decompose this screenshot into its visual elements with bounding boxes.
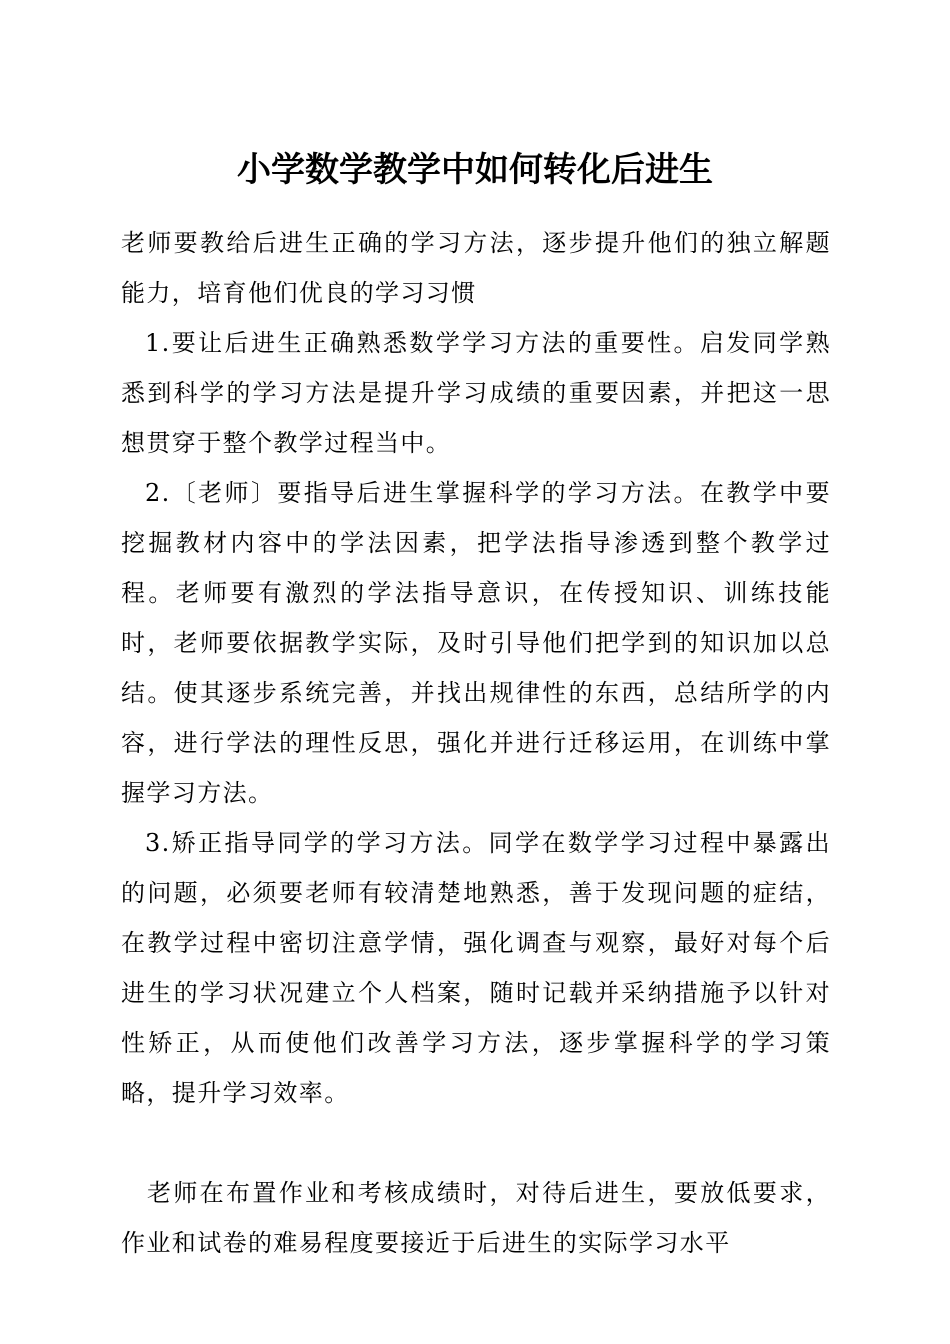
point-3-paragraph: 3.矫正指导同学的学习方法。同学在数学学习过程中暴露出的问题，必须要老师有较清楚地熟悉，善于发现问题的症结，在教学过程中密切注意学情，强化调查与观察，最好对每个后进生的学习状况建立个人档案，随时记载并采纳措施予以针对性矫正，从而使他们改善学习方法，逐步掌握科学的学习策略，提升学习效率。: [121, 829, 831, 1107]
document-body: [121, 218, 831, 1268]
paragraph-spacer: [121, 1118, 831, 1168]
point-2-paragraph: 2.〔老师〕要指导后进生掌握科学的学习方法。在教学中要挖掘教材内容中的学法因素，把学法指导渗透到整个教学过程。老师要有激烈的学法指导意识，在传授知识、训练技能时，老师要依据教学实际，及时引导他们把学到的知识加以总结。使其逐步系统完善，并找出规律性的东西，总结所学的内容，进行学法的理性反思，强化并进行迁移运用，在训练中掌握学习方法。: [121, 479, 831, 807]
closing-paragraph: 老师在布置作业和考核成绩时，对待后进生，要放低要求，作业和试卷的难易程度要接近于后进生的实际学习水平: [121, 1179, 831, 1257]
document-title: 小学数学教学中如何转化后进生: [237, 150, 713, 190]
intro-paragraph: 老师要教给后进生正确的学习方法，逐步提升他们的独立解题能力，培育他们优良的学习习惯: [121, 229, 831, 307]
point-1-paragraph: 1.要让后进生正确熟悉数学学习方法的重要性。启发同学熟悉到科学的学习方法是提升学习成绩的重要因素，并把这一思想贯穿于整个教学过程当中。: [121, 329, 831, 457]
